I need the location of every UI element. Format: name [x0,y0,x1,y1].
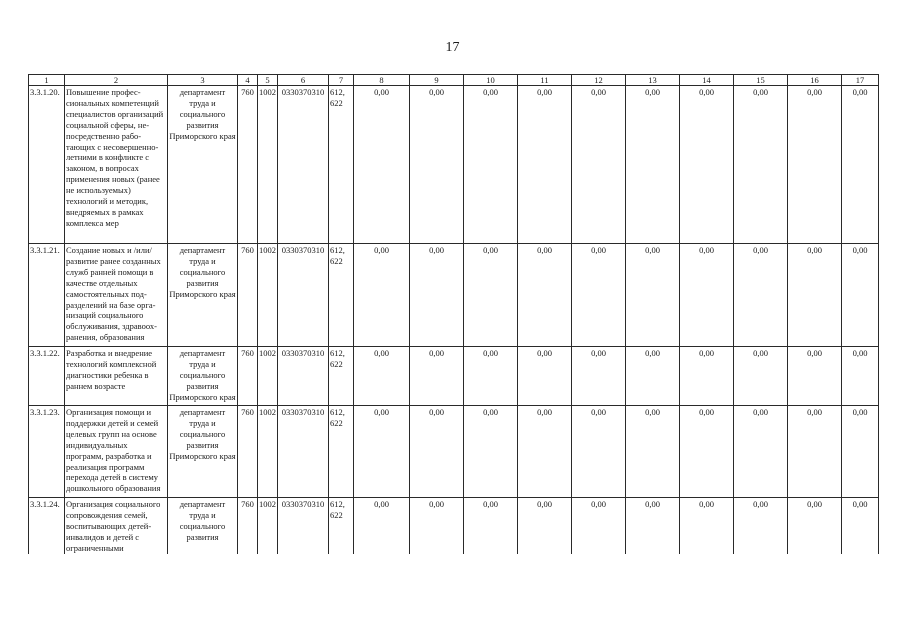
row-department: департамент труда и социального развития Приморского края [168,406,238,498]
row-value: 0,00 [788,406,842,498]
header-row [29,75,879,86]
row-value: 0,00 [518,244,572,347]
row-csr: 0330370310 [278,498,329,554]
row-code: 3.3.1.22. [29,347,65,406]
header-cell: 4 [238,75,258,86]
row-value: 0,00 [626,244,680,347]
row-department: департамент труда и социального развития [168,498,238,554]
header-cell: 9 [410,75,464,86]
row-code: 3.3.1.24. [29,498,65,554]
row-value: 0,00 [518,347,572,406]
row-value: 0,00 [842,406,879,498]
header-cell: 13 [626,75,680,86]
row-value: 0,00 [464,244,518,347]
row-value: 0,00 [680,244,734,347]
row-value: 0,00 [842,86,879,244]
row-csr: 0330370310 [278,86,329,244]
header-cell: 6 [278,75,329,86]
row-value: 0,00 [842,244,879,347]
row-value: 0,00 [788,347,842,406]
row-rzpr: 1002 [258,498,278,554]
row-vr: 612, 622 [329,406,354,498]
header-cell: 8 [354,75,410,86]
row-value: 0,00 [680,347,734,406]
table-row [29,86,879,244]
row-value: 0,00 [410,406,464,498]
row-value: 0,00 [626,347,680,406]
row-csr: 0330370310 [278,347,329,406]
row-department: департамент труда и социального развития Приморского края [168,86,238,244]
row-value: 0,00 [788,86,842,244]
row-value: 0,00 [626,498,680,554]
row-value: 0,00 [354,406,410,498]
row-value: 0,00 [518,86,572,244]
row-value: 0,00 [354,347,410,406]
row-value: 0,00 [410,347,464,406]
row-value: 0,00 [680,86,734,244]
row-department: департамент труда и социального развития Приморского края [168,244,238,347]
row-csr: 0330370310 [278,244,329,347]
header-cell: 11 [518,75,572,86]
row-department: департамент труда и социального развития Приморского края [168,347,238,406]
row-name: Создание новых и /или/ развитие ранее созданных служб ранней помощи в качестве отдельных самостоятельных под-разделений на базе орга-низаций социального обслуживания, здравоох-ранения, образования [65,244,168,347]
row-csr: 0330370310 [278,406,329,498]
row-rzpr: 1002 [258,406,278,498]
row-value: 0,00 [518,498,572,554]
row-code: 3.3.1.20. [29,86,65,244]
row-value: 0,00 [410,498,464,554]
row-value: 0,00 [788,244,842,347]
row-value: 0,00 [410,86,464,244]
row-rzpr: 1002 [258,86,278,244]
header-cell: 7 [329,75,354,86]
row-code: 3.3.1.21. [29,244,65,347]
row-value: 0,00 [572,86,626,244]
row-rzpr: 1002 [258,347,278,406]
row-value: 0,00 [788,498,842,554]
row-value: 0,00 [734,406,788,498]
row-value: 0,00 [734,86,788,244]
row-grbs: 760 [238,244,258,347]
row-value: 0,00 [354,498,410,554]
row-value: 0,00 [734,347,788,406]
row-vr: 612, 622 [329,498,354,554]
row-value: 0,00 [626,406,680,498]
row-value: 0,00 [572,406,626,498]
table-row [29,406,879,498]
row-grbs: 760 [238,86,258,244]
header-cell: 12 [572,75,626,86]
row-value: 0,00 [842,347,879,406]
table-row [29,347,879,406]
header-cell: 3 [168,75,238,86]
row-value: 0,00 [354,86,410,244]
header-cell: 5 [258,75,278,86]
row-rzpr: 1002 [258,244,278,347]
row-vr: 612, 622 [329,244,354,347]
budget-table [28,74,879,554]
table-row [29,498,879,554]
header-cell: 2 [65,75,168,86]
row-value: 0,00 [842,498,879,554]
header-cell: 15 [734,75,788,86]
row-vr: 612, 622 [329,347,354,406]
row-value: 0,00 [464,498,518,554]
row-grbs: 760 [238,347,258,406]
row-vr: 612, 622 [329,86,354,244]
page-number: 17 [445,40,460,55]
row-value: 0,00 [354,244,410,347]
row-value: 0,00 [572,347,626,406]
row-value: 0,00 [572,244,626,347]
row-code: 3.3.1.23. [29,406,65,498]
row-name: Повышение профес-сиональных компетенций специалистов организаций социальной сферы, не-посредственно рабо-тающих с несовершенно-летними в конфликте с законом, в вопросах применения новых (ранее не используемых) технологий и методик, внедряемых в рамках комплекса мер [65,86,168,244]
header-cell: 17 [842,75,879,86]
row-name: Организация социального сопровождения семей, воспитывающих детей-инвалидов и детей с ограниченными [65,498,168,554]
row-name: Разработка и внедрение технологий комплексной диагностики ребенка в раннем возрасте [65,347,168,406]
row-value: 0,00 [518,406,572,498]
row-name: Организация помощи и поддержки детей и семей целевых групп на основе индивидуальных программ, разработка и реализация программ перехода детей в систему дошкольного образования [65,406,168,498]
row-grbs: 760 [238,406,258,498]
header-cell: 10 [464,75,518,86]
row-value: 0,00 [464,347,518,406]
table-row [29,244,879,347]
row-value: 0,00 [572,498,626,554]
row-value: 0,00 [410,244,464,347]
row-value: 0,00 [464,86,518,244]
row-value: 0,00 [464,406,518,498]
row-value: 0,00 [680,498,734,554]
row-value: 0,00 [734,244,788,347]
row-value: 0,00 [734,498,788,554]
header-cell: 1 [29,75,65,86]
row-grbs: 760 [238,498,258,554]
header-cell: 14 [680,75,734,86]
header-cell: 16 [788,75,842,86]
row-value: 0,00 [626,86,680,244]
row-value: 0,00 [680,406,734,498]
